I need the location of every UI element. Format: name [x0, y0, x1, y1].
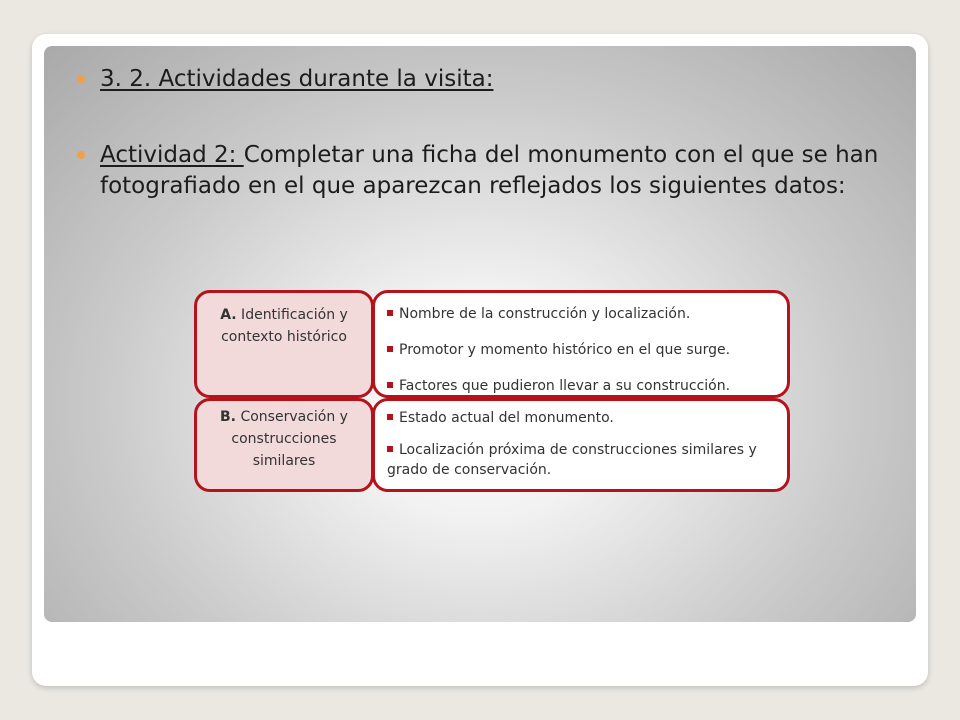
heading-text: 3. 2. Actividades durante la visita: — [100, 66, 494, 92]
activity-description: Completar una ficha del monumento con el que se han fotografiado en el que aparezcan reflejados los siguientes datos: — [100, 142, 879, 199]
label-text: Identificación y contexto histórico — [221, 307, 348, 345]
square-bullet-icon — [387, 446, 393, 452]
square-bullet-icon — [387, 414, 393, 420]
label-text: Conservación y construcciones similares — [231, 409, 348, 469]
detail-item: Estado actual del monumento. — [387, 408, 777, 428]
label-box-identificacion — [194, 290, 374, 398]
bullet-marker — [77, 75, 85, 83]
detail-item: Localización próxima de construcciones similares y grado de conservación. — [387, 442, 757, 478]
square-bullet-icon — [387, 346, 393, 352]
label-key: B. — [220, 409, 237, 425]
activity-label: Actividad 2: — [100, 142, 244, 168]
bullet-marker — [77, 151, 85, 159]
detail-box-identificacion — [372, 290, 790, 398]
square-bullet-icon — [387, 382, 393, 388]
detail-item: Nombre de la construcción y localización. — [387, 304, 777, 324]
square-bullet-icon — [387, 310, 393, 316]
detail-item: Factores que pudieron llevar a su construcción. — [387, 376, 777, 396]
detail-box-conservacion — [372, 398, 790, 492]
bullet-heading — [100, 64, 890, 95]
detail-item: Promotor y momento histórico en el que surge. — [387, 340, 777, 360]
label-box-conservacion — [194, 398, 374, 492]
label-key: A. — [220, 307, 237, 323]
bullet-activity — [100, 140, 890, 202]
